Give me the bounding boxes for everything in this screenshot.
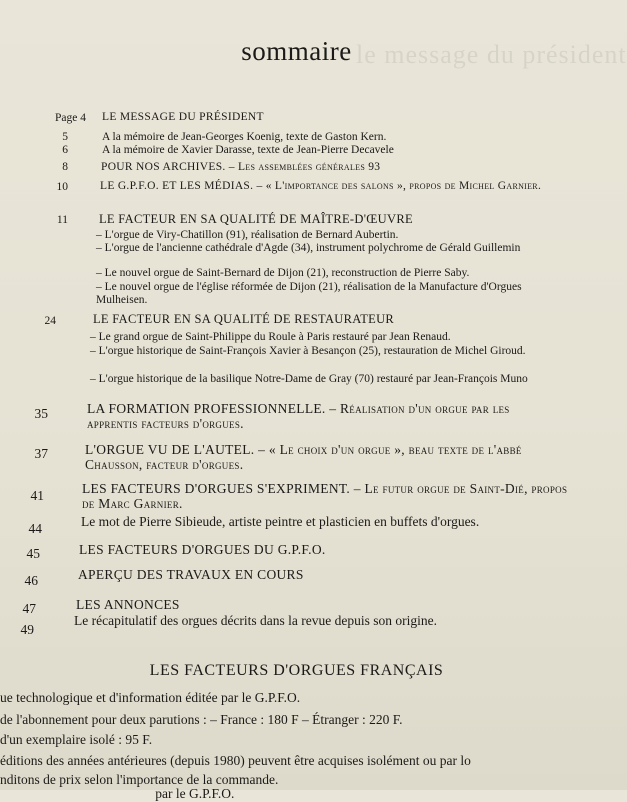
toc-entry-title: LE FACTEUR EN SA QUALITÉ DE MAÎTRE-D'ŒUVRE [99,212,413,226]
toc-entry-title: LES ANNONCES [76,597,180,612]
toc-subentry: – L'orgue de Viry-Chatillon (91), réalisation de Bernard Aubertin. [96,229,399,241]
toc-page-number: Page 4 [55,112,86,124]
footer-line: ue technologique et d'information éditée par le G.P.F.O. [0,690,301,705]
toc-subentry: A la mémoire de Jean-Georges Koenig, texte de Gaston Kern. [102,131,387,143]
toc-subentry: – L'orgue historique de la basilique Notre-Dame de Gray (70) restauré par Jean-François Muno [90,373,528,385]
toc-entry-title: Le récapitulatif des orgues décrits dans la revue depuis son origine. [74,613,438,628]
footer-line: par le G.P.F.O. [0,786,235,801]
background-watermark: le message du président [356,40,627,69]
toc-entry-title: LE G.P.F.O. ET LES MÉDIAS. – « L'importance des salons », propos de Michel Garnier. [100,180,542,192]
toc-entry-title: LES FACTEURS D'ORGUES DU G.P.F.O. [79,542,326,557]
toc-entry-title: LA FORMATION PROFESSIONNELLE. – Réalisation d'un orgue par les apprentis facteurs d'orgues. [87,401,510,431]
toc-page-number: 49 [20,622,34,637]
footer-line: d'un exemplaire isolé : 95 F. [0,732,153,747]
footer-line: de l'abonnement pour deux parutions : – France : 180 F – Étranger : 220 F. [0,712,403,727]
toc-entry-title: LE FACTEUR EN SA QUALITÉ DE RESTAURATEUR [93,312,395,326]
toc-entry-title: L'ORGUE VU DE L'AUTEL. – « Le choix d'un orgue », beau texte de l'abbé Chausson, facteur d'orgues. [85,442,522,472]
toc-subentry: – Le nouvel orgue de Saint-Bernard de Dijon (21), reconstruction de Pierre Saby. [96,267,470,279]
toc-page-number: 46 [24,573,38,588]
footer-line: nditons de prix selon l'importance de la commande. [0,772,279,787]
toc-page-number: 6 [62,144,68,156]
toc-page-number: 10 [56,181,68,193]
toc-page-number: 47 [22,601,36,616]
footer-title: LES FACTEURS D'ORGUES FRANÇAIS [149,662,444,679]
toc-subentry: – L'orgue historique de Saint-François Xavier à Besançon (25), restauration de Michel Giroud. [90,345,526,357]
toc-page-number: 44 [28,521,42,536]
toc-page-number: 11 [56,214,68,226]
footer-line: éditions des années antérieures (depuis 1980) peuvent être acquises isolément ou par lo [0,753,471,768]
toc-entry-title: APERÇU DES TRAVAUX EN COURS [78,567,304,582]
toc-page-number: 5 [62,131,68,143]
toc-subentry: – Le nouvel orgue de l'église réformée de Dijon (21), réalisation de la Manufacture d'Orgues Mulheisen. [96,281,522,306]
toc-page-number: 37 [34,446,48,461]
toc-subentry: A la mémoire de Xavier Darasse, texte de Jean-Pierre Decavele [102,144,394,156]
toc-page-number: 45 [26,546,40,561]
toc-page-number: 24 [44,315,56,327]
toc-page-number: 35 [34,406,48,421]
toc-entry-title: Le mot de Pierre Sibieude, artiste peintre et plasticien en buffets d'orgues. [81,514,480,529]
toc-page-number: 41 [30,488,44,503]
toc-entry-title: POUR NOS ARCHIVES. – Les assemblées générales 93 [101,161,381,173]
toc-subentry: – L'orgue de l'ancienne cathédrale d'Agde (34), instrument polychrome de Gérald Guillemin [96,242,521,254]
toc-subentry: – Le grand orgue de Saint-Philippe du Roule à Paris restauré par Jean Renaud. [90,331,451,343]
toc-page-number: 8 [62,161,68,173]
toc-entry-title: LES FACTEURS D'ORGUES S'EXPRIMENT. – Le futur orgue de Saint-Dié, propos de Marc Garnier. [82,481,568,511]
page-title: sommaire [241,36,352,66]
toc-entry-title: LE MESSAGE DU PRÉSIDENT [102,111,264,123]
